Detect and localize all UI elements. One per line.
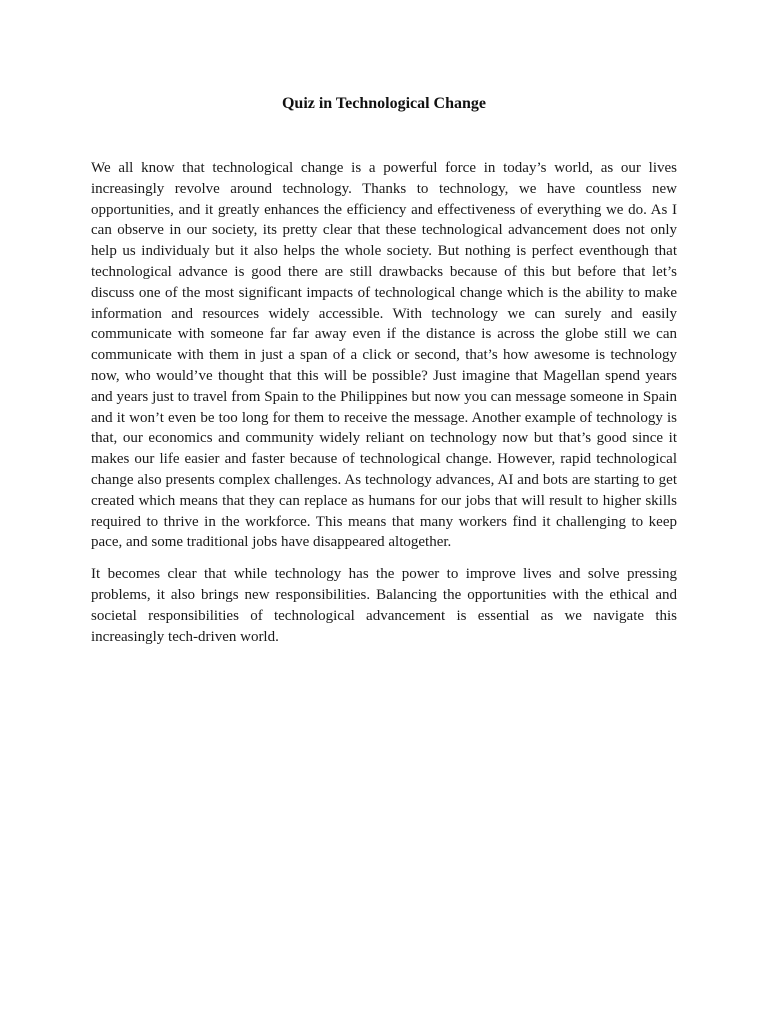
document-title: Quiz in Technological Change [281,95,487,112]
body-paragraph-2: It becomes clear that while technology has the power to improve lives and solve pressing problems, it also brings new responsibilities. Balancing the opportunities with the ethical and societal responsibilities of technological advancement is essential as we navigate this increasingly tech-driven world. [91,566,677,645]
body-paragraph-1: We all know that technological change is a powerful force in today’s world, as our lives increasingly revolve around technology. Thanks to technology, we have countless new opportunities, and it greatly enhances the efficiency and effectiveness of everything we do. As I can observe in our society, its pretty clear that these technological advancement does not only help us individualy but it also helps the whole society. But nothing is perfect eventhough that technological advance is good there are still drawbacks because of this but before that let’s discuss one of the most significant impacts of technological change which is the ability to make information and resources widely accessible. With technology we can surely and easily communicate with someone far far away even if the distance is across the globe still we can communicate with them in just a span of a click or second, that’s how awesome is technology now, who would’ve thought that this will be possible? Just imagine that Magellan spend years and years just to travel from Spain to the Philippines but now you can message someone in Spain and it won’t even be too long for them to receive the message. Another example of technology is that, our economics and community widely reliant on technology now but that’s good since it makes our life easier and faster because of technological change. However, rapid technological change also presents complex challenges. As technology advances, AI and bots are starting to get created which means that they can replace as humans for our jobs that will result to higher skills required to thrive in the workforce. This means that many workers find it challenging to keep pace, and some traditional jobs have disappeared altogether. [91,160,677,551]
document-body [91,158,677,658]
